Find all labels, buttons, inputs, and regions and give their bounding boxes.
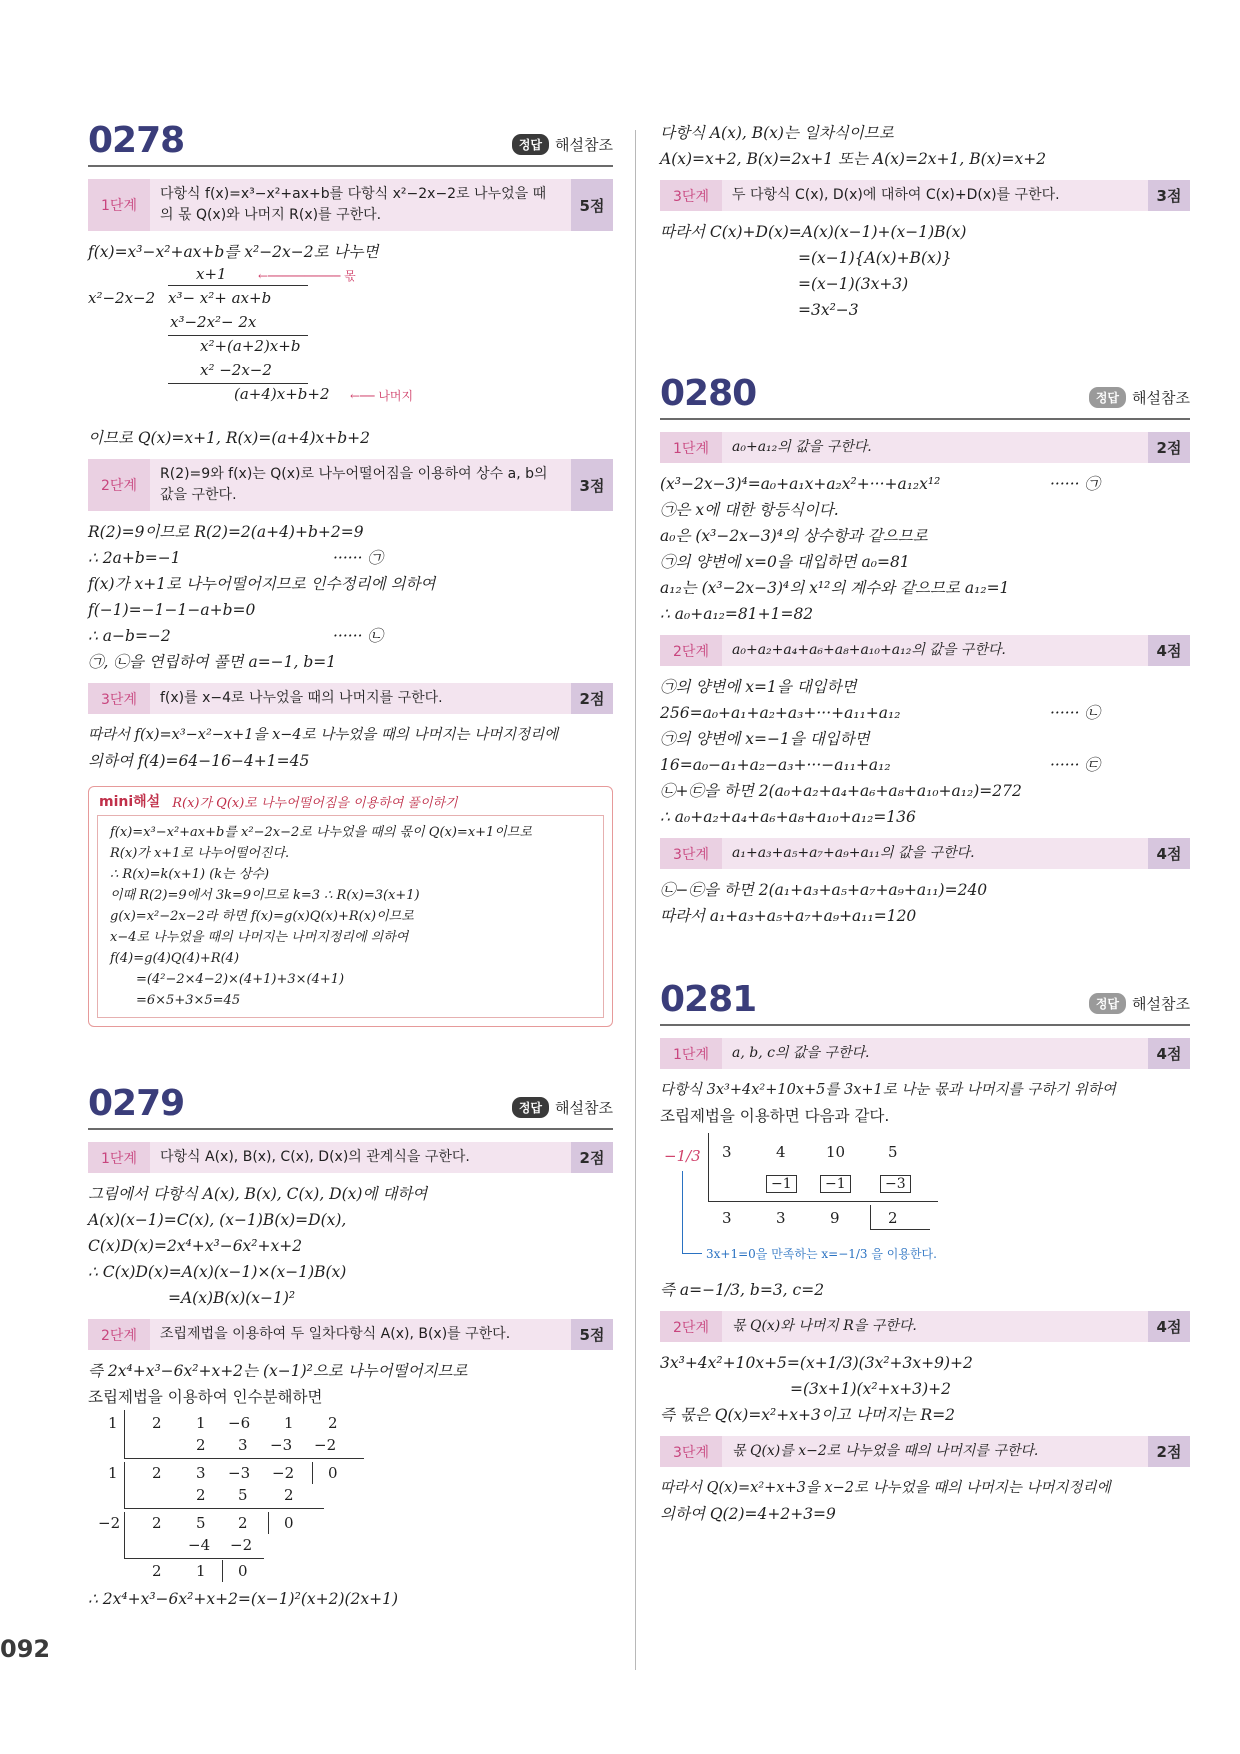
step-points: 2점 bbox=[571, 1142, 613, 1173]
step-label: 2단계 bbox=[660, 1311, 722, 1342]
solution-line: A(x)(x−1)=C(x), (x−1)B(x)=D(x), bbox=[88, 1211, 347, 1229]
syn-cell: −2 bbox=[272, 1464, 295, 1482]
step-points: 2점 bbox=[1148, 1436, 1190, 1467]
syn-cell: 2 bbox=[238, 1514, 248, 1532]
solution-line: ∴ a₀+a₂+a₄+a₆+a₈+a₁₀+a₁₂=136 bbox=[660, 808, 916, 826]
solution-line: 조립제법을 이용하면 다음과 같다. bbox=[660, 1107, 890, 1125]
step-2-bar bbox=[660, 1311, 1190, 1342]
syn-cell: 1 bbox=[284, 1414, 294, 1432]
solution-line: 의하여 f(4)=64−16−4+1=45 bbox=[88, 752, 310, 770]
solution-line: 이므로 Q(x)=x+1, R(x)=(a+4)x+b+2 bbox=[88, 429, 370, 447]
syn-cell: −6 bbox=[228, 1414, 251, 1432]
step-1-bar bbox=[660, 1038, 1190, 1069]
long-division bbox=[88, 265, 613, 425]
syn-hline bbox=[124, 1458, 364, 1459]
step-2-bar bbox=[88, 1319, 613, 1350]
answer-reference bbox=[1089, 993, 1190, 1014]
step-text: 다항식 A(x), B(x), C(x), D(x)의 관계식을 구한다. bbox=[160, 1149, 470, 1165]
syn-vline bbox=[708, 1133, 709, 1201]
syn-cell: 3 bbox=[776, 1209, 786, 1227]
answer-ref-text: 해설참조 bbox=[555, 136, 613, 154]
syn-cell: 5 bbox=[888, 1143, 898, 1161]
answer-ref-text: 해설참조 bbox=[1132, 995, 1190, 1013]
left-column bbox=[88, 120, 613, 1612]
solution-line: f(x)가 x+1로 나누어떨어지므로 인수정리에 의하여 bbox=[88, 575, 436, 593]
division-bar bbox=[168, 285, 308, 286]
arrow-line bbox=[682, 1171, 683, 1253]
syn-cell: 10 bbox=[826, 1143, 846, 1161]
step-1-bar bbox=[660, 432, 1190, 463]
solution-line: ∴ a−b=−2 ······ ㉡ bbox=[88, 623, 613, 649]
syn-root: 1 bbox=[108, 1464, 118, 1482]
step-3-bar bbox=[660, 180, 1190, 211]
syn-cell: 2 bbox=[152, 1562, 162, 1580]
step-text: a₀+a₁₂의 값을 구한다. bbox=[732, 439, 872, 455]
division-line bbox=[168, 335, 308, 336]
synthetic-division-0279 bbox=[88, 1410, 613, 1586]
solution-line: ∴ a₀+a₁₂=81+1=82 bbox=[660, 605, 814, 623]
syn-cell: 0 bbox=[328, 1464, 338, 1482]
equation-marker: ······ ㉠ bbox=[1050, 475, 1100, 493]
mini-line: =(4²−2×4−2)×(4+1)+3×(4+1) bbox=[136, 972, 345, 987]
step-points: 5점 bbox=[571, 179, 613, 231]
remainder-note: ←── 나머지 bbox=[350, 389, 414, 403]
answer-badge: 정답 bbox=[512, 134, 549, 155]
solution-line: ∴ C(x)D(x)=A(x)(x−1)×(x−1)B(x) bbox=[88, 1263, 347, 1281]
mini-line: ∴ R(x)=k(x+1) (k는 상수) bbox=[110, 867, 270, 882]
solution-line: =3x²−3 bbox=[798, 301, 859, 319]
step-label: 3단계 bbox=[660, 1436, 722, 1467]
syn-hline bbox=[124, 1558, 264, 1559]
step-points: 4점 bbox=[1148, 838, 1190, 869]
step-text: 몫 Q(x)를 x−2로 나누었을 때의 나머지를 구한다. bbox=[732, 1443, 1039, 1459]
solution-line: =(x−1)(3x+3) bbox=[798, 275, 909, 293]
step-2-bar bbox=[88, 459, 613, 511]
solution-line: 따라서 Q(x)=x²+x+3을 x−2로 나누었을 때의 나머지는 나머지정리에 bbox=[660, 1480, 1111, 1496]
syn-root: −2 bbox=[98, 1514, 121, 1532]
division-line bbox=[168, 383, 308, 384]
answer-reference bbox=[512, 1097, 613, 1118]
solution-line: 다항식 3x³+4x²+10x+5를 3x+1로 나눈 몫과 나머지를 구하기 위하여 bbox=[660, 1082, 1116, 1098]
step-label: 1단계 bbox=[88, 179, 150, 231]
step-3-bar bbox=[660, 838, 1190, 869]
step-points: 2점 bbox=[571, 683, 613, 714]
answer-ref-text: 해설참조 bbox=[1132, 389, 1190, 407]
solution-line: =(3x+1)(x²+x+3)+2 bbox=[790, 1380, 952, 1398]
step-points: 3점 bbox=[1148, 180, 1190, 211]
solution-line: ㉠은 x에 대한 항등식이다. bbox=[660, 501, 839, 519]
equation-marker: ······ ㉠ bbox=[333, 549, 383, 567]
step-points: 3점 bbox=[571, 459, 613, 511]
solution-line: 다항식 A(x), B(x)는 일차식이므로 bbox=[660, 124, 894, 142]
solution-line: C(x)D(x)=2x⁴+x³−6x²+x+2 bbox=[88, 1237, 303, 1255]
syn-hline bbox=[124, 1508, 324, 1509]
syn-cell: 3 bbox=[722, 1209, 732, 1227]
mini-line: g(x)=x²−2x−2라 하면 f(x)=g(x)Q(x)+R(x)이므로 bbox=[110, 909, 414, 924]
step-label: 2단계 bbox=[88, 1319, 150, 1350]
solution-line: ㉠의 양변에 x=1을 대입하면 bbox=[660, 678, 857, 696]
step-3-bar bbox=[660, 1436, 1190, 1467]
step-3-bar bbox=[88, 683, 613, 714]
divisor: x²−2x−2 bbox=[88, 289, 156, 307]
arrow-line bbox=[682, 1253, 702, 1254]
syn-cell: 2 bbox=[196, 1436, 206, 1454]
solution-line: ㉠, ㉡을 연립하여 풀면 a=−1, b=1 bbox=[88, 653, 337, 671]
syn-cell: −3 bbox=[880, 1175, 911, 1193]
syn-rem-box bbox=[870, 1205, 871, 1229]
step-text: 두 다항식 C(x), D(x)에 대하여 C(x)+D(x)를 구한다. bbox=[732, 187, 1060, 203]
syn-cell: 2 bbox=[152, 1514, 162, 1532]
syn-vline bbox=[124, 1512, 125, 1558]
equation-marker: ······ ㉡ bbox=[333, 627, 383, 645]
solution-line: 16=a₀−a₁+a₂−a₃+···−a₁₁+a₁₂ ······ ㉢ bbox=[660, 752, 1190, 778]
quotient: x+1 bbox=[196, 265, 227, 283]
syn-cell: 5 bbox=[238, 1486, 248, 1504]
mini-tag: mini해설 bbox=[99, 794, 161, 810]
step-label: 2단계 bbox=[88, 459, 150, 511]
syn-cell: 3 bbox=[238, 1436, 248, 1454]
syn-vline bbox=[124, 1462, 125, 1508]
solution-line: f(−1)=−1−1−a+b=0 bbox=[88, 601, 256, 619]
solution-line: ㉠의 양변에 x=0을 대입하면 a₀=81 bbox=[660, 553, 910, 571]
solution-line: a₁₂는 (x³−2x−3)⁴의 x¹²의 계수와 같으므로 a₁₂=1 bbox=[660, 579, 1010, 597]
step-label: 1단계 bbox=[660, 1038, 722, 1069]
answer-reference bbox=[512, 134, 613, 155]
problem-header-0280 bbox=[660, 373, 1190, 420]
solution-line: ㉡−㉢을 하면 2(a₁+a₃+a₅+a₇+a₉+a₁₁)=240 bbox=[660, 881, 988, 899]
equation-marker: ······ ㉢ bbox=[1050, 756, 1100, 774]
mini-header bbox=[89, 787, 612, 815]
right-column bbox=[660, 120, 1190, 1527]
mini-line: f(x)=x³−x²+ax+b를 x²−2x−2로 나누었을 때의 몫이 Q(x)=x+1이므로 bbox=[110, 825, 532, 840]
step-label: 3단계 bbox=[88, 683, 150, 714]
mini-title: R(x)가 Q(x)로 나누어떨어짐을 이용하여 풀이하기 bbox=[172, 795, 458, 811]
syn-rem-box bbox=[312, 1462, 313, 1484]
step-points: 4점 bbox=[1148, 635, 1190, 666]
synthetic-division-0281 bbox=[660, 1129, 1190, 1277]
column-divider bbox=[635, 130, 636, 1670]
syn-cell: 2 bbox=[328, 1414, 338, 1432]
syn-cell: −2 bbox=[230, 1536, 253, 1554]
syn-cell: 3 bbox=[722, 1143, 732, 1161]
step-label: 1단계 bbox=[660, 432, 722, 463]
problem-number: 0279 bbox=[88, 1083, 185, 1124]
solution-line: 즉 a=−1/3, b=3, c=2 bbox=[660, 1281, 825, 1299]
solution-line: R(2)=9이므로 R(2)=2(a+4)+b+2=9 bbox=[88, 523, 364, 541]
solution-line: 따라서 a₁+a₃+a₅+a₇+a₉+a₁₁=120 bbox=[660, 907, 917, 925]
syn-cell: 0 bbox=[284, 1514, 294, 1532]
syn-hline bbox=[708, 1201, 938, 1202]
solution-line: 즉 몫은 Q(x)=x²+x+3이고 나머지는 R=2 bbox=[660, 1406, 956, 1424]
syn-rem-box bbox=[268, 1512, 269, 1534]
answer-badge: 정답 bbox=[1089, 387, 1126, 408]
problem-number: 0281 bbox=[660, 979, 757, 1020]
mini-explanation-box bbox=[88, 786, 613, 1027]
step-label: 3단계 bbox=[660, 180, 722, 211]
solution-line: 즉 2x⁴+x³−6x²+x+2는 (x−1)²으로 나누어떨어지므로 bbox=[88, 1362, 468, 1380]
syn-cell: 1 bbox=[196, 1562, 206, 1580]
solution-line: 3x³+4x²+10x+5=(x+1/3)(3x²+3x+9)+2 bbox=[660, 1354, 973, 1372]
syn-rem-box bbox=[222, 1560, 223, 1582]
syn-cell: 2 bbox=[152, 1414, 162, 1432]
syn-cell: 0 bbox=[238, 1562, 248, 1580]
step-text: 조립제법을 이용하여 두 일차다항식 A(x), B(x)를 구한다. bbox=[160, 1326, 511, 1342]
page-number: 092 bbox=[0, 1635, 51, 1663]
answer-reference bbox=[1089, 387, 1190, 408]
step-label: 2단계 bbox=[660, 635, 722, 666]
problem-header-0281 bbox=[660, 979, 1190, 1026]
syn-root: −1/3 bbox=[664, 1147, 701, 1165]
syn-cell: −3 bbox=[270, 1436, 293, 1454]
solution-line: 조립제법을 이용하여 인수분해하면 bbox=[88, 1388, 323, 1406]
step-points: 4점 bbox=[1148, 1311, 1190, 1342]
syn-cell: −2 bbox=[314, 1436, 337, 1454]
mini-line: =6×5+3×5=45 bbox=[136, 993, 241, 1008]
answer-ref-text: 해설참조 bbox=[555, 1099, 613, 1117]
syn-cell: 2 bbox=[284, 1486, 294, 1504]
step-label: 1단계 bbox=[88, 1142, 150, 1173]
syn-cell: −3 bbox=[228, 1464, 251, 1482]
syn-vline bbox=[124, 1410, 125, 1458]
step-text: 몫 Q(x)와 나머지 R을 구한다. bbox=[732, 1318, 917, 1334]
syn-cell: −1 bbox=[766, 1175, 797, 1193]
solution-line: 의하여 Q(2)=4+2+3=9 bbox=[660, 1505, 836, 1523]
remainder: (a+4)x+b+2 bbox=[234, 385, 330, 403]
solution-line: ∴ 2x⁴+x³−6x²+x+2=(x−1)²(x+2)(2x+1) bbox=[88, 1590, 399, 1608]
syn-root: 1 bbox=[108, 1414, 118, 1432]
step-points: 5점 bbox=[571, 1319, 613, 1350]
quotient-note: ←────────── 몫 bbox=[258, 269, 356, 283]
solution-line: ∴ 2a+b=−1 ······ ㉠ bbox=[88, 545, 613, 571]
syn-cell: 1 bbox=[196, 1414, 206, 1432]
solution-line: 따라서 f(x)=x³−x²−x+1을 x−4로 나누었을 때의 나머지는 나머지정리에 bbox=[88, 727, 559, 743]
mini-line: x−4로 나누었을 때의 나머지는 나머지정리에 의하여 bbox=[110, 930, 409, 945]
syn-cell: 3 bbox=[196, 1464, 206, 1482]
syn-cell: 9 bbox=[830, 1209, 840, 1227]
solution-line: A(x)=x+2, B(x)=2x+1 또는 A(x)=2x+1, B(x)=x+2 bbox=[660, 150, 1047, 168]
solution-line: (x³−2x−3)⁴=a₀+a₁x+a₂x²+···+a₁₂x¹² ······ ㉠ bbox=[660, 471, 1190, 497]
mini-body bbox=[97, 815, 604, 1018]
solution-line: ㉠의 양변에 x=−1을 대입하면 bbox=[660, 730, 870, 748]
mini-line: 이때 R(2)=9에서 3k=9이므로 k=3 ∴ R(x)=3(x+1) bbox=[110, 888, 420, 903]
problem-number: 0280 bbox=[660, 373, 757, 414]
solution-line: f(x)=x³−x²+ax+b를 x²−2x−2로 나누면 bbox=[88, 243, 379, 261]
step-1-bar bbox=[88, 179, 613, 231]
step-points: 4점 bbox=[1148, 1038, 1190, 1069]
dividend: x³− x²+ ax+b bbox=[168, 289, 272, 307]
step-text: 다항식 f(x)=x³−x²+ax+b를 다항식 x²−2x−2로 나누었을 때 의 몫 Q(x)와 나머지 R(x)를 구한다. bbox=[160, 186, 547, 223]
solution-line: =(x−1){A(x)+B(x)} bbox=[798, 249, 952, 267]
solution-line: 256=a₀+a₁+a₂+a₃+···+a₁₁+a₁₂ ······ ㉡ bbox=[660, 700, 1190, 726]
step-text: a₁+a₃+a₅+a₇+a₉+a₁₁의 값을 구한다. bbox=[732, 845, 975, 861]
problem-header-0278 bbox=[88, 120, 613, 167]
division-row: x³−2x²− 2x bbox=[170, 313, 257, 331]
mini-line: f(4)=g(4)Q(4)+R(4) bbox=[110, 951, 240, 966]
division-row: x²+(a+2)x+b bbox=[200, 337, 301, 355]
equation-marker: ······ ㉡ bbox=[1050, 704, 1100, 722]
solution-line: 그림에서 다항식 A(x), B(x), C(x), D(x)에 대하여 bbox=[88, 1185, 428, 1203]
step-2-bar bbox=[660, 635, 1190, 666]
mini-line: R(x)가 x+1로 나누어떨어진다. bbox=[110, 846, 290, 861]
syn-rem-line bbox=[870, 1229, 930, 1230]
answer-badge: 정답 bbox=[512, 1097, 549, 1118]
step-points: 2점 bbox=[1148, 432, 1190, 463]
hint-note: 3x+1=0을 만족하는 x=−1/3 을 이용한다. bbox=[706, 1247, 937, 1261]
problem-number: 0278 bbox=[88, 120, 185, 161]
step-text: a, b, c의 값을 구한다. bbox=[732, 1045, 870, 1061]
step-text: f(x)를 x−4로 나누었을 때의 나머지를 구한다. bbox=[160, 690, 443, 706]
step-text: R(2)=9와 f(x)는 Q(x)로 나누어떨어짐을 이용하여 상수 a, b의 값을 구한다. bbox=[160, 466, 548, 503]
answer-badge: 정답 bbox=[1089, 993, 1126, 1014]
division-row: x² −2x−2 bbox=[200, 361, 272, 379]
syn-cell: 2 bbox=[196, 1486, 206, 1504]
solution-line: a₀은 (x³−2x−3)⁴의 상수항과 같으므로 bbox=[660, 527, 928, 545]
syn-cell: −4 bbox=[188, 1536, 211, 1554]
step-text: a₀+a₂+a₄+a₆+a₈+a₁₀+a₁₂의 값을 구한다. bbox=[732, 642, 1006, 658]
step-label: 3단계 bbox=[660, 838, 722, 869]
syn-cell: −1 bbox=[820, 1175, 851, 1193]
solution-line: ㉡+㉢을 하면 2(a₀+a₂+a₄+a₆+a₈+a₁₀+a₁₂)=272 bbox=[660, 782, 1022, 800]
solution-line: 따라서 C(x)+D(x)=A(x)(x−1)+(x−1)B(x) bbox=[660, 223, 967, 241]
solution-line: =A(x)B(x)(x−1)² bbox=[168, 1289, 296, 1307]
syn-cell: 2 bbox=[888, 1209, 898, 1227]
syn-cell: 5 bbox=[196, 1514, 206, 1532]
syn-cell: 2 bbox=[152, 1464, 162, 1482]
syn-cell: 4 bbox=[776, 1143, 786, 1161]
problem-header-0279 bbox=[88, 1083, 613, 1130]
step-1-bar bbox=[88, 1142, 613, 1173]
